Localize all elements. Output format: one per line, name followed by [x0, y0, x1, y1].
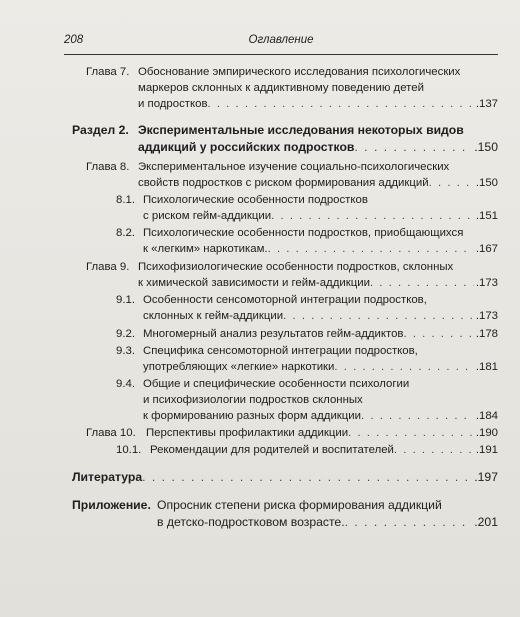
- toc-page: .191: [475, 444, 498, 456]
- toc-line: Многомерный анализ результатов гейм-аддиктов: [143, 328, 404, 340]
- toc-line: Общие и специфические особенности психологии: [143, 378, 410, 390]
- leader-dots: [334, 359, 473, 375]
- leader-dots: [283, 308, 474, 324]
- toc-label: 9.1.: [116, 294, 135, 306]
- toc-label: Глава 9.: [86, 261, 130, 273]
- toc-page: .173: [475, 277, 498, 289]
- toc-line: к формированию разных форм аддикции: [143, 410, 362, 422]
- toc-line: Экспериментальные исследования некоторых видов: [138, 123, 464, 137]
- toc-label: 8.1.: [116, 194, 135, 206]
- header-rule: [64, 54, 498, 55]
- toc-label: Раздел 2.: [72, 123, 129, 137]
- leader-dots: [345, 514, 473, 531]
- leader-dots: [361, 408, 474, 424]
- toc-line: Перспективы профилактики аддикции: [146, 427, 349, 439]
- toc-page: .150: [474, 140, 498, 154]
- toc-line: Экспериментальное изучение социально-психологических: [138, 161, 450, 173]
- toc-line: Психофизиологические особенности подростков, склонных: [138, 261, 454, 273]
- toc-line: маркеров склонных к аддиктивному поведению детей: [138, 82, 424, 94]
- toc-line: употребляющих «легкие» наркотики: [143, 361, 335, 373]
- toc-line: с риском гейм-аддикции: [143, 210, 272, 222]
- leader-dots: [208, 96, 474, 112]
- leader-dots: [142, 469, 472, 486]
- toc-line: к «легким» наркотикам.: [143, 243, 268, 255]
- toc-page: .173: [475, 310, 498, 322]
- toc-label: Глава 8.: [86, 161, 130, 173]
- toc-line: склонных к гейм-аддикции: [143, 310, 284, 322]
- running-title: Оглавление: [248, 34, 314, 46]
- toc-entry-literature: [72, 469, 498, 486]
- toc-label: 9.2.: [116, 328, 135, 340]
- toc-line: Обоснование эмпирического исследования психологических: [138, 66, 461, 78]
- toc-label: Литература: [72, 470, 143, 484]
- toc-page: .167: [475, 243, 498, 255]
- leader-dots: [394, 442, 474, 458]
- toc-page: .190: [475, 427, 498, 439]
- toc-page: .181: [475, 361, 498, 373]
- toc-line: Психологические особенности подростков: [143, 194, 368, 206]
- toc-line: Опросник степени риска формирования аддикций: [157, 498, 442, 512]
- toc-line: Особенности сенсомоторной интеграции подростков,: [143, 294, 427, 306]
- leader-dots: [271, 208, 474, 224]
- toc-page: .197: [474, 470, 498, 484]
- toc-label: Глава 10.: [86, 427, 136, 439]
- leader-dots: [348, 425, 474, 441]
- toc-label: 9.4.: [116, 378, 135, 390]
- toc-line: в детско-подростковом возрасте.: [157, 515, 345, 529]
- leader-dots: [268, 241, 474, 257]
- toc-page: .137: [475, 98, 498, 110]
- toc-label: 8.2.: [116, 227, 135, 239]
- toc-page: .150: [475, 177, 498, 189]
- toc-label: Глава 7.: [86, 66, 130, 78]
- toc-page: .178: [475, 328, 498, 340]
- leader-dots: [403, 326, 473, 342]
- toc-page: .184: [475, 410, 498, 422]
- page-number: 208: [64, 34, 84, 46]
- toc-line: и подростков: [138, 98, 208, 110]
- toc-page: .201: [474, 515, 498, 529]
- toc-label: Приложение.: [72, 498, 151, 512]
- toc-label: 10.1.: [116, 444, 142, 456]
- toc-line: и психофизиологии подростков склонных: [143, 394, 363, 406]
- toc-line: Рекомендации для родителей и воспитателей: [150, 444, 394, 456]
- toc-line: Психологические особенности подростков, приобщающихся: [143, 227, 464, 239]
- leader-dots: [370, 275, 474, 291]
- toc-label: 9.3.: [116, 345, 135, 357]
- leader-dots: [354, 139, 472, 156]
- toc-line: к химической зависимости и гейм-аддикции: [138, 277, 370, 289]
- toc-line: Специфика сенсомоторной интеграции подростков,: [143, 345, 418, 357]
- toc-line: аддикций у российских подростков: [138, 140, 355, 154]
- leader-dots: [429, 175, 474, 191]
- toc-page: .151: [475, 210, 498, 222]
- toc-line: свойств подростков с риском формирования аддикций: [138, 177, 429, 189]
